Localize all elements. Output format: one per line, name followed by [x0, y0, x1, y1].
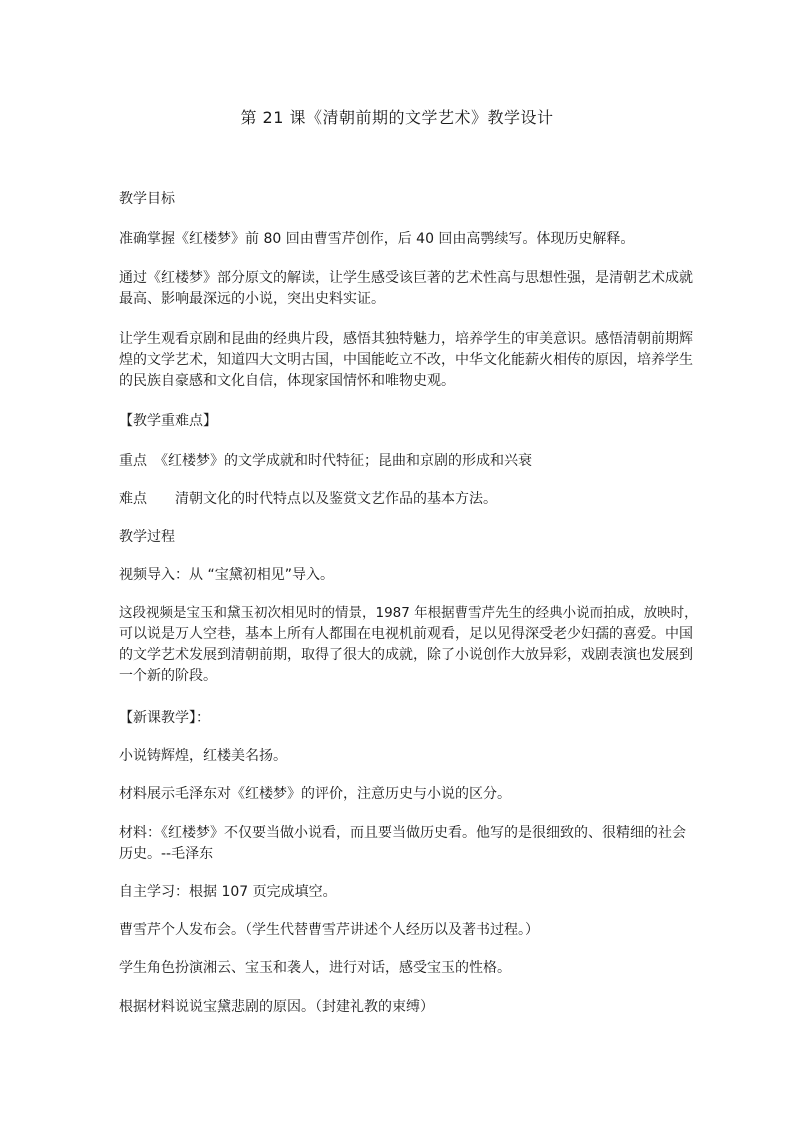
paragraph-line: 【教学重难点】: [119, 413, 217, 429]
tragedy-reason-paragraph: [119, 997, 699, 1018]
objective-paragraph-1: [119, 229, 699, 250]
paragraph-line: 视频导入：从 “宝黛初相见”导入。: [119, 567, 334, 583]
paragraph-line: 通过《红楼梦》部分原文的解读，让学生感受该巨著的艺术性高与思想性强，是清朝艺术成就: [119, 270, 693, 286]
paragraph-line: 的民族自豪感和文化自信，体现家国情怀和唯物史观。: [119, 373, 455, 389]
paragraph-line: 准确掌握《红楼梦》前 80 回由曹雪芹创作，后 40 回由高鹗续写。体现历史解释。: [119, 231, 635, 247]
section-heading-key-points: [119, 411, 699, 432]
paragraph-line: 自主学习：根据 107 页完成填空。: [119, 884, 337, 900]
objective-paragraph-2: [119, 268, 699, 310]
role-play-paragraph: [119, 958, 699, 979]
key-point-paragraph: [119, 451, 699, 472]
paragraph-line: 【新课教学】：: [119, 710, 210, 726]
paragraph-line: 重点 《红楼梦》的文学成就和时代特征；昆曲和京剧的形成和兴衰: [119, 453, 532, 469]
paragraph-line: 小说铸辉煌，红楼美名扬。: [119, 748, 287, 764]
paragraph-line: 材料展示毛泽东对《红楼梦》的评价，注意历史与小说的区分。: [119, 786, 511, 802]
paragraph-line: 历史。--毛泽东: [119, 846, 214, 862]
paragraph-line: 教学目标: [119, 191, 175, 207]
paragraph-line: 的文学艺术发展到清朝前期，取得了很大的成就，除了小说创作大放异彩，戏剧表演也发展到: [119, 647, 693, 663]
section-heading-process: [119, 527, 699, 548]
paragraph-line: 煌的文学艺术，知道四大文明古国，中国能屹立不改，中华文化能薪火相传的原因，培养学生: [119, 352, 693, 368]
video-description-paragraph: [119, 603, 699, 687]
section-heading-new-lesson: [119, 708, 699, 729]
paragraph-line: 材料：《红楼梦》不仅要当做小说看，而且要当做历史看。他写的是很细致的、很精细的社会: [119, 825, 686, 841]
section-heading-objectives: [119, 189, 699, 210]
objective-paragraph-3: [119, 329, 699, 392]
paragraph-line: 根据材料说说宝黛悲剧的原因。（封建礼教的束缚）: [119, 999, 434, 1015]
press-conference-paragraph: [119, 920, 699, 941]
video-intro-paragraph: [119, 565, 699, 586]
material-display-paragraph: [119, 784, 699, 805]
novel-paragraph: [119, 746, 699, 767]
difficulty-paragraph: [119, 489, 699, 510]
paragraph-line: 曹雪芹个人发布会。（学生代替曹雪芹讲述个人经历以及著书过程。）: [119, 922, 539, 938]
paragraph-line: 学生角色扮演湘云、宝玉和袭人，进行对话，感受宝玉的性格。: [119, 960, 511, 976]
paragraph-line: 可以说是万人空巷，基本上所有人都围在电视机前观看，足以见得深受老少妇孺的喜爱。中国: [119, 626, 693, 642]
paragraph-line: 一个新的阶段。: [119, 668, 217, 684]
paragraph-line: 让学生观看京剧和昆曲的经典片段，感悟其独特魅力，培养学生的审美意识。感悟清朝前期辉: [119, 331, 693, 347]
paragraph-line: 这段视频是宝玉和黛玉初次相见时的情景，1987 年根据曹雪芹先生的经典小说而拍成，放映时，: [119, 605, 698, 621]
material-quote-paragraph: [119, 823, 699, 865]
paragraph-line: 教学过程: [119, 529, 175, 545]
page-title: 第 21 课《清朝前期的文学艺术》教学设计: [240, 108, 554, 127]
paragraph-line: 难点 清朝文化的时代特点以及鉴赏文艺作品的基本方法。: [119, 491, 497, 507]
paragraph-line: 最高、影响最深远的小说，突出史料实证。: [119, 291, 385, 307]
self-study-paragraph: [119, 882, 699, 903]
